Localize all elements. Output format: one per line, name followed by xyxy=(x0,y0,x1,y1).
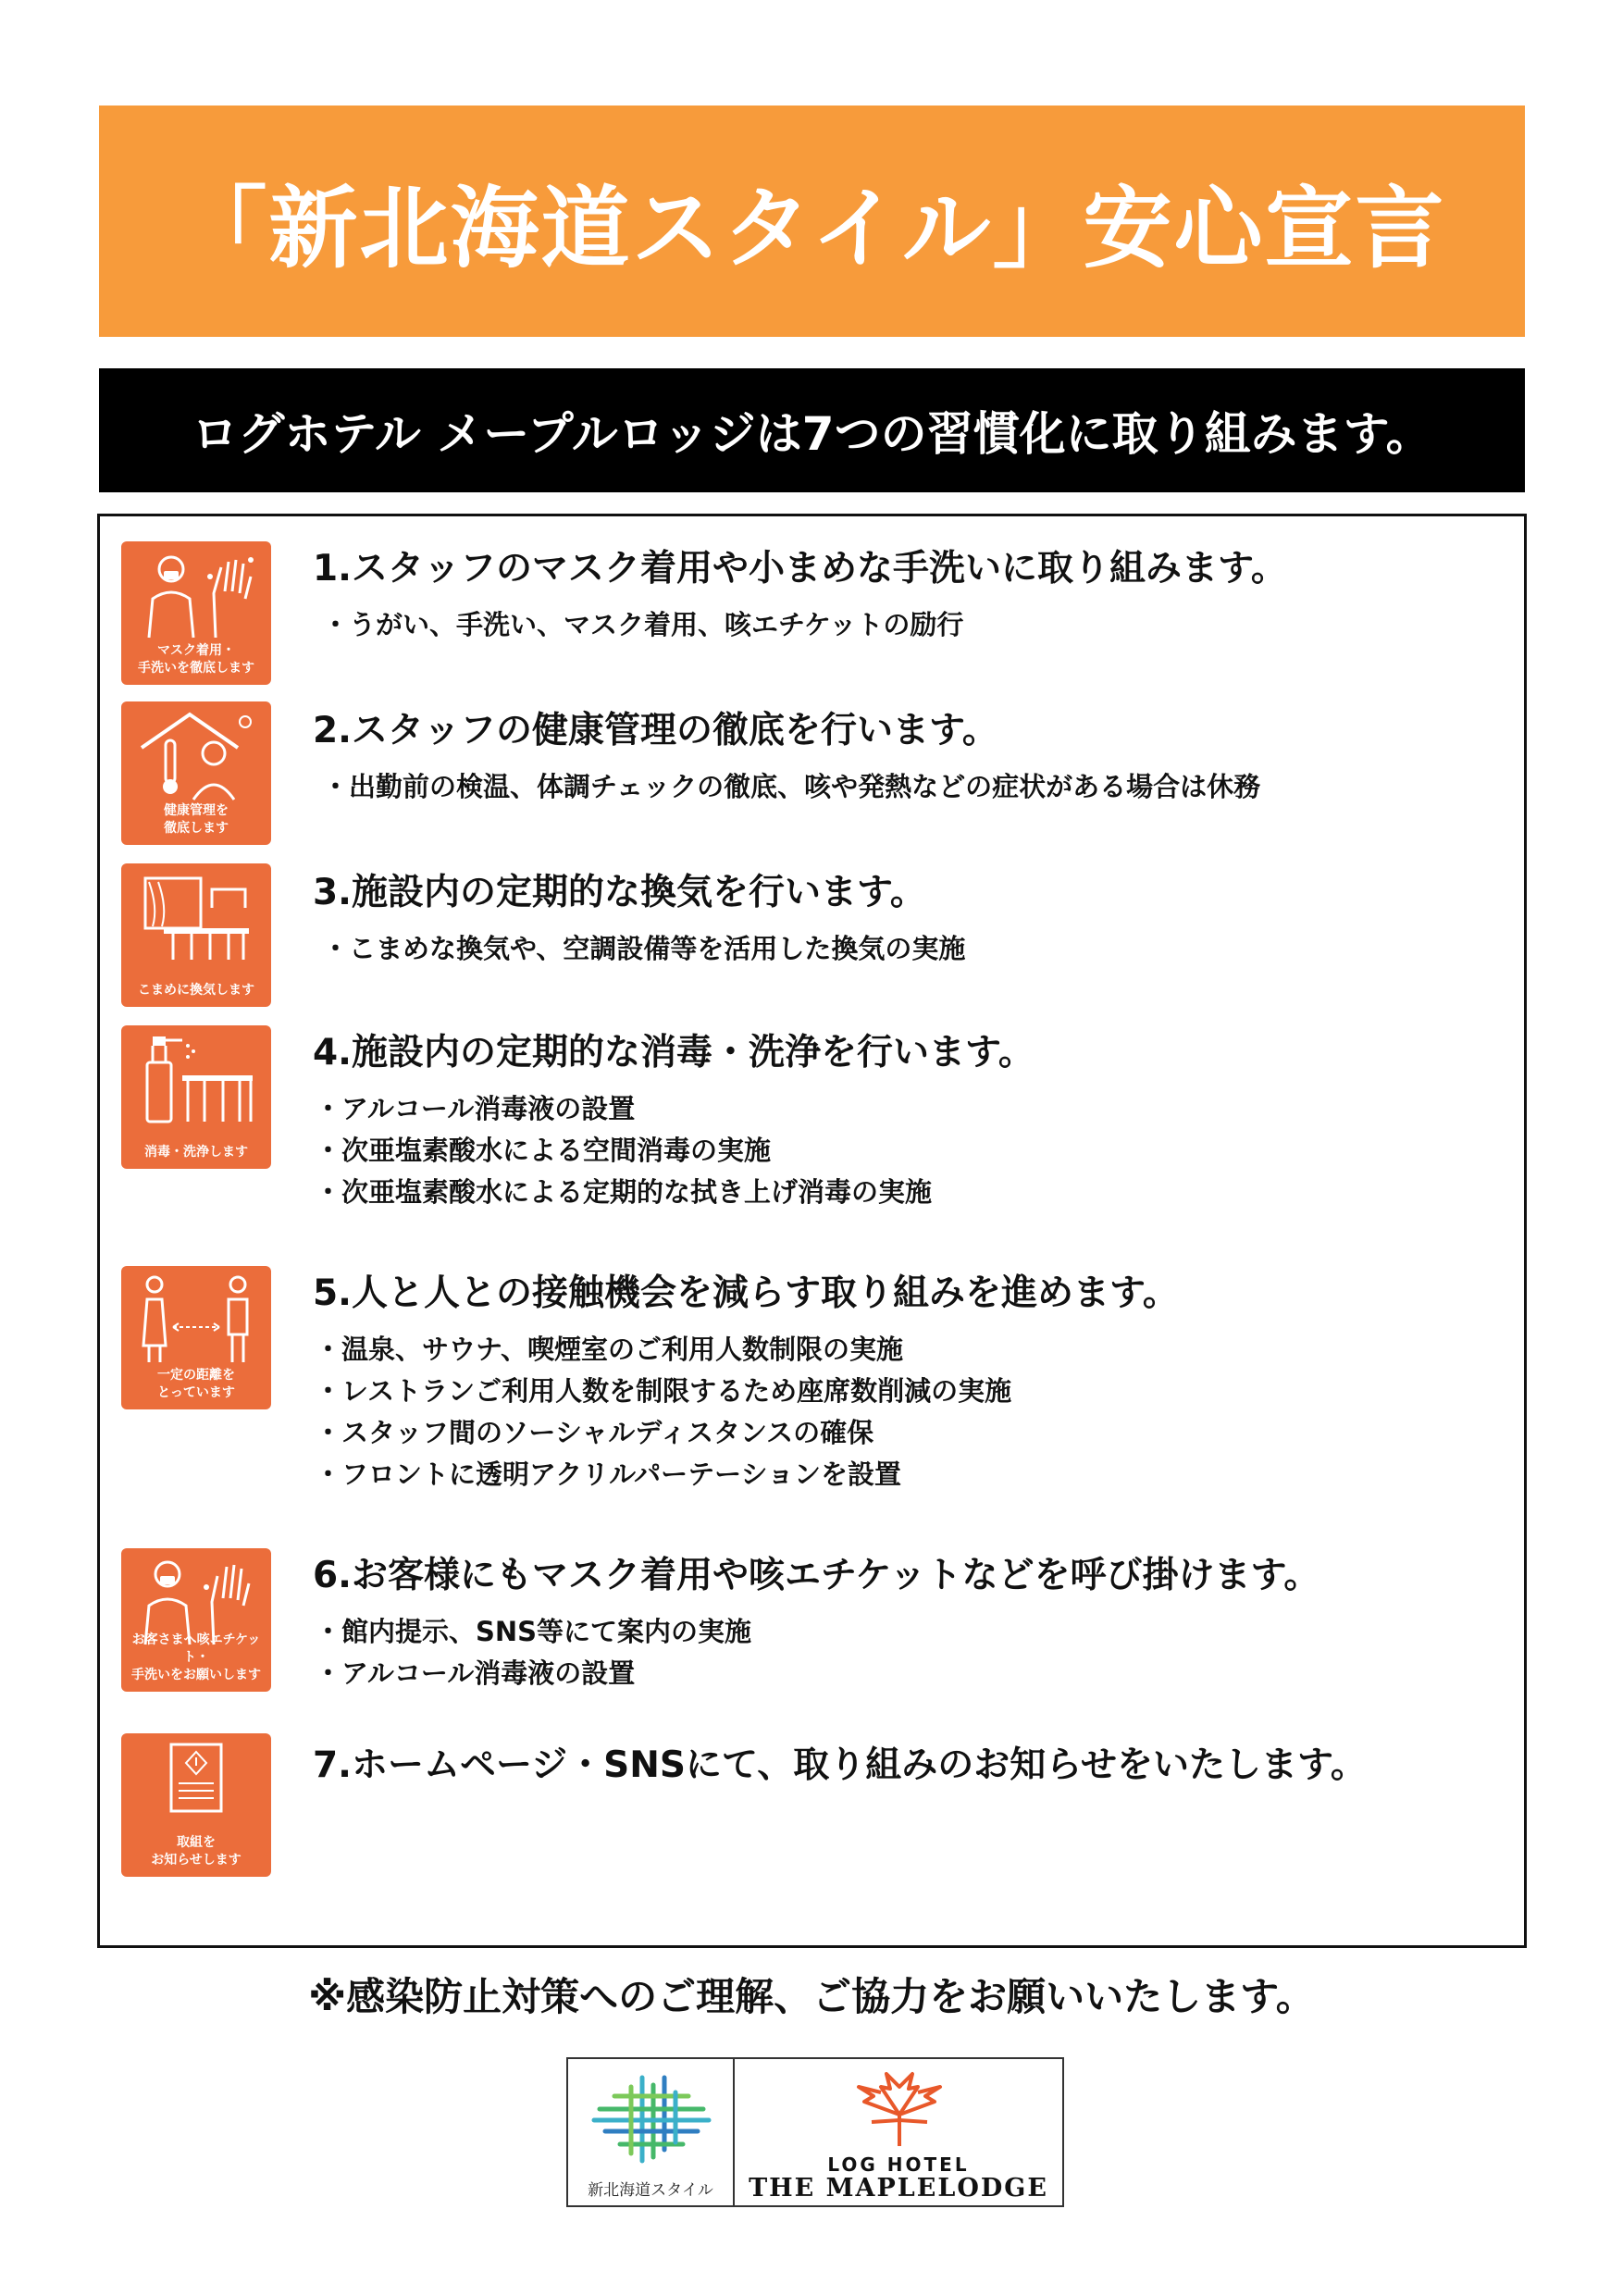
habit-heading-1: 1.スタッフのマスク着用や小まめな手洗いに取り組みます。 xyxy=(313,548,1287,590)
page-title: 「新北海道スタイル」安心宣言 xyxy=(178,176,1446,280)
notice-document-icon: 取組を お知らせします xyxy=(121,1733,271,1877)
subtitle-banner xyxy=(99,368,1525,492)
disinfection-icon: 消毒・洗浄します xyxy=(121,1025,271,1169)
habit-heading-6: 6.お客様にもマスク着用や咳エチケットなどを呼び掛けます。 xyxy=(313,1555,1320,1596)
new-hokkaido-style-logo xyxy=(568,2059,735,2205)
new-hokkaido-style-caption: 新北海道スタイル xyxy=(588,2181,713,2200)
habit-bullets-2: ・出勤前の検温、体調チェックの徹底、咳や発熱などの症状がある場合は休務 xyxy=(322,771,1261,802)
guest-etiquette-icon: お客さまへ咳エチケット・ 手洗いをお願いします xyxy=(121,1548,271,1692)
subtitle: ログホテル メープルロッジは7つの習慣化に取り組みます。 xyxy=(192,407,1432,461)
social-distance-icon: 一定の距離を とっています xyxy=(121,1266,271,1409)
habit-heading-3: 3.施設内の定期的な換気を行います。 xyxy=(313,872,926,913)
title-banner xyxy=(99,105,1525,337)
habit-heading-5: 5.人と人との接触機会を減らす取り組みを進めます。 xyxy=(313,1272,1179,1314)
health-check-icon: 健康管理を 徹底します xyxy=(121,701,271,845)
maplelodge-logo xyxy=(735,2059,1062,2205)
habit-bullets-4: ・アルコール消毒液の設置 ・次亜塩素酸水による空間消毒の実施 ・次亜塩素酸水による定期的な拭き上げ消毒の実施 xyxy=(315,1093,933,1208)
maplelodge-text: THE MAPLELODGE xyxy=(749,2174,1048,2203)
habits-list xyxy=(97,514,1527,1948)
habit-bullets-6: ・館内提示、SNS等にて案内の実施 ・アルコール消毒液の設置 xyxy=(315,1616,752,1689)
habit-bullets-5: ・温泉、サウナ、喫煙室のご利用人数制限の実施 ・レストランご利用人数を制限するため座席数削減の実施 ・スタッフ間のソーシャルディスタンスの確保 ・フロントに透明アクリルパーテーションを設置 xyxy=(315,1334,1012,1490)
habit-heading-7: 7.ホームページ・SNSにて、取り組みのお知らせをいたします。 xyxy=(313,1744,1367,1786)
habit-heading-4: 4.施設内の定期的な消毒・洗浄を行います。 xyxy=(313,1032,1035,1074)
mask-handwash-icon: マスク着用・ 手洗いを徹底します xyxy=(121,541,271,685)
ventilation-icon: こまめに換気します xyxy=(121,863,271,1007)
log-hotel-text: LOG HOTEL xyxy=(827,2153,970,2176)
logo-area xyxy=(566,2057,1064,2207)
habit-bullets-1: ・うがい、手洗い、マスク着用、咳エチケットの励行 xyxy=(322,609,964,640)
habit-bullets-3: ・こまめな換気や、空調設備等を活用した換気の実施 xyxy=(322,933,966,964)
footer-note: ※感染防止対策へのご理解、ご協力をお願いいたします。 xyxy=(308,1974,1315,2019)
habit-heading-2: 2.スタッフの健康管理の徹底を行います。 xyxy=(313,710,998,751)
